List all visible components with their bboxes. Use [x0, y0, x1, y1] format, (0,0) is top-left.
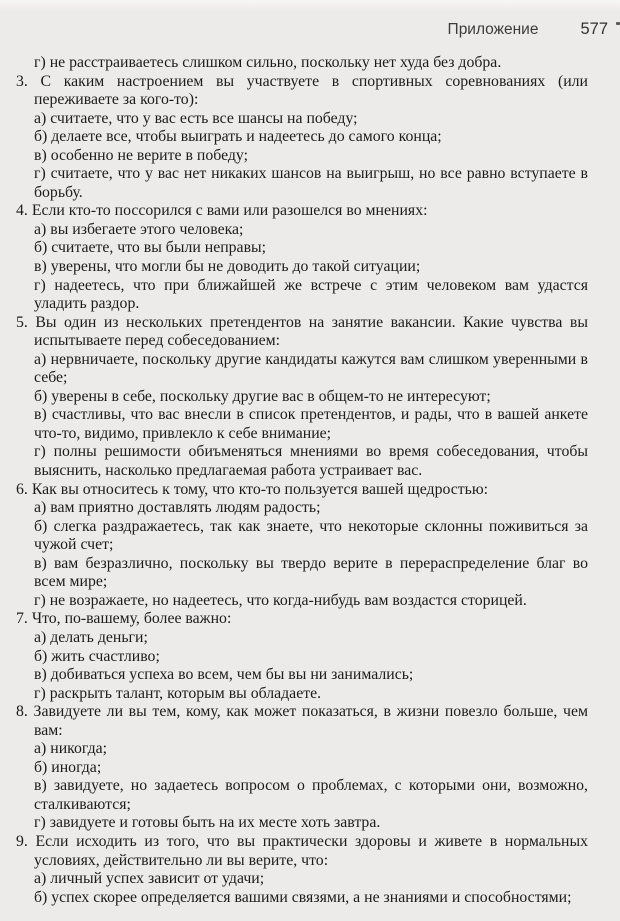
question-item: [4, 703, 588, 740]
option-item: [4, 54, 588, 73]
option-label: а): [34, 499, 47, 517]
option-text: считаете, что у вас есть все шансы на победу;: [50, 109, 358, 127]
option-label: г): [34, 54, 46, 71]
question-text: Как вы относитесь к тому, что кто-то пользуется вашей щедростью:: [31, 480, 489, 498]
option-item: [4, 499, 588, 518]
option-item: [4, 555, 588, 592]
questionnaire-text: [4, 54, 588, 907]
option-label: г): [34, 165, 46, 183]
option-label: а): [34, 350, 47, 368]
option-text: считаете, что вы были неправы;: [51, 239, 267, 257]
option-item: [4, 777, 588, 814]
option-label: б): [34, 647, 48, 665]
option-text: вам приятно доставлять людям радость;: [50, 499, 321, 517]
option-label: б): [34, 387, 48, 405]
question-text: С каким настроением вы участвуете в спортивных соревнованиях (или переживаете за кого-то):: [34, 72, 588, 109]
option-label: г): [34, 591, 46, 609]
option-text: считаете, что у вас нет никаких шансов на выигрыш, но все равно вступаете в борьбу.: [34, 165, 588, 201]
option-label: б): [34, 888, 48, 906]
option-label: в): [34, 258, 47, 276]
running-head: [0, 0, 620, 39]
option-label: а): [34, 870, 47, 888]
question-item: [4, 73, 588, 110]
option-text: добиваться успеха во всем, чем бы вы ни занимались;: [50, 666, 414, 684]
question-number: 7.: [16, 610, 28, 628]
option-item: [4, 443, 588, 480]
scan-artifact: [616, 22, 620, 25]
option-text: завидуете и готовы быть на их месте хоть завтра.: [49, 814, 381, 832]
option-text: иногда;: [51, 758, 102, 776]
question-number: 4.: [16, 202, 28, 220]
option-text: никогда;: [50, 740, 108, 758]
option-label: а): [34, 220, 47, 238]
option-text: раскрыть талант, которым вы обладаете.: [49, 684, 322, 702]
option-item: [4, 759, 588, 778]
option-item: [4, 110, 588, 129]
question-number: 9.: [16, 832, 28, 850]
question-number: 6.: [16, 480, 28, 498]
option-label: б): [34, 128, 48, 146]
option-text: уверены, что могли бы не доводить до такой ситуации;: [50, 258, 421, 276]
option-item: [4, 351, 588, 388]
option-label: г): [34, 276, 46, 294]
option-text: нервничаете, поскольку другие кандидаты кажутся вам слишком уверенными в себе;: [34, 350, 588, 387]
question-text: Если кто-то поссорился с вами или разошелся во мнениях:: [31, 202, 428, 220]
option-text: жить счастливо;: [51, 647, 160, 665]
option-item: [4, 648, 588, 667]
question-item: [4, 481, 588, 500]
option-text: не расстраиваетесь слишком сильно, поскольку нет худа без добра.: [49, 54, 502, 71]
option-label: б): [34, 758, 48, 776]
option-label: г): [34, 443, 46, 461]
option-item: [4, 814, 588, 833]
option-label: в): [34, 777, 47, 795]
option-text: вам безразлично, поскольку вы твердо верите в перераспределение благ во всем мире;: [34, 554, 588, 591]
question-text: Что, по-вашему, более важно:: [31, 610, 232, 628]
option-label: а): [34, 740, 47, 758]
option-item: [4, 165, 588, 202]
option-item: [4, 685, 588, 704]
option-item: [4, 870, 588, 889]
question-text: Если исходить из того, что вы практически здоровы и живете в нормальных условиях, действительно ли вы верите, что:: [34, 832, 588, 869]
option-label: а): [34, 628, 47, 646]
option-text: завидуете, но задаетесь вопросом о проблемах, с которыми они, возможно, сталкиваются;: [34, 777, 588, 813]
option-label: в): [34, 666, 47, 684]
option-label: г): [34, 814, 46, 832]
option-item: [4, 239, 588, 258]
option-label: б): [34, 239, 48, 257]
question-item: [4, 202, 588, 221]
question-text: Вы один из нескольких претендентов на занятие вакансии. Какие чувства вы испытываете перед собеседованием:: [34, 313, 588, 350]
option-item: [4, 666, 588, 685]
option-label: в): [34, 554, 47, 572]
option-text: уверены в себе, поскольку другие вас в общем-то не интересуют;: [51, 387, 491, 405]
question-number: 3.: [16, 72, 28, 90]
option-item: [4, 277, 588, 314]
option-item: [4, 406, 588, 443]
option-item: [4, 889, 588, 908]
option-text: успех скорее определяется вашими связями, а не знаниями и способностями;: [51, 888, 572, 906]
option-text: делать деньги;: [50, 628, 148, 646]
page-number: 577: [580, 20, 608, 38]
question-number: 5.: [16, 313, 28, 331]
option-label: г): [34, 684, 46, 702]
option-text: счастливы, что вас внесли в список претендентов, и рады, что в вашей анкете что-то, видимо, привлекло к себе внимание;: [34, 406, 589, 442]
option-item: [4, 740, 588, 759]
option-item: [4, 388, 588, 407]
option-text: надеетесь, что при ближайшей же встрече с этим человеком вам удастся уладить раздор.: [34, 276, 589, 313]
option-label: б): [34, 517, 48, 535]
option-item: [4, 592, 588, 611]
option-text: слегка раздражаетесь, так как знаете, что некоторые склонны поживиться за чужой счет;: [34, 517, 588, 554]
section-title: Приложение: [447, 21, 539, 38]
option-item: [4, 258, 588, 277]
option-text: вы избегаете этого человека;: [50, 220, 244, 238]
option-text: особенно не верите в победу;: [50, 146, 249, 164]
question-text: Завидуете ли вы тем, кому, как может показаться, в жизни повезло больше, чем вам:: [33, 703, 588, 739]
option-text: делаете все, чтобы выиграть и надеетесь до самого конца;: [51, 128, 442, 146]
option-item: [4, 629, 588, 648]
question-item: [4, 610, 588, 629]
option-text: не возражаете, но надеетесь, что когда-нибудь вам воздастся сторицей.: [49, 591, 527, 609]
question-item: [4, 833, 588, 870]
question-number: 8.: [16, 703, 28, 721]
option-label: в): [34, 406, 47, 424]
question-item: [4, 314, 588, 351]
option-text: личный успех зависит от удачи;: [50, 870, 265, 888]
option-item: [4, 221, 588, 240]
option-item: [4, 518, 588, 555]
option-label: в): [34, 146, 47, 164]
option-text: полны решимости обиъменяться мнениями во время собеседования, чтобы выяснить, насколько предлагаемая работа устраивает вас.: [34, 443, 588, 480]
option-item: [4, 147, 588, 166]
option-item: [4, 128, 588, 147]
option-label: а): [34, 109, 47, 127]
